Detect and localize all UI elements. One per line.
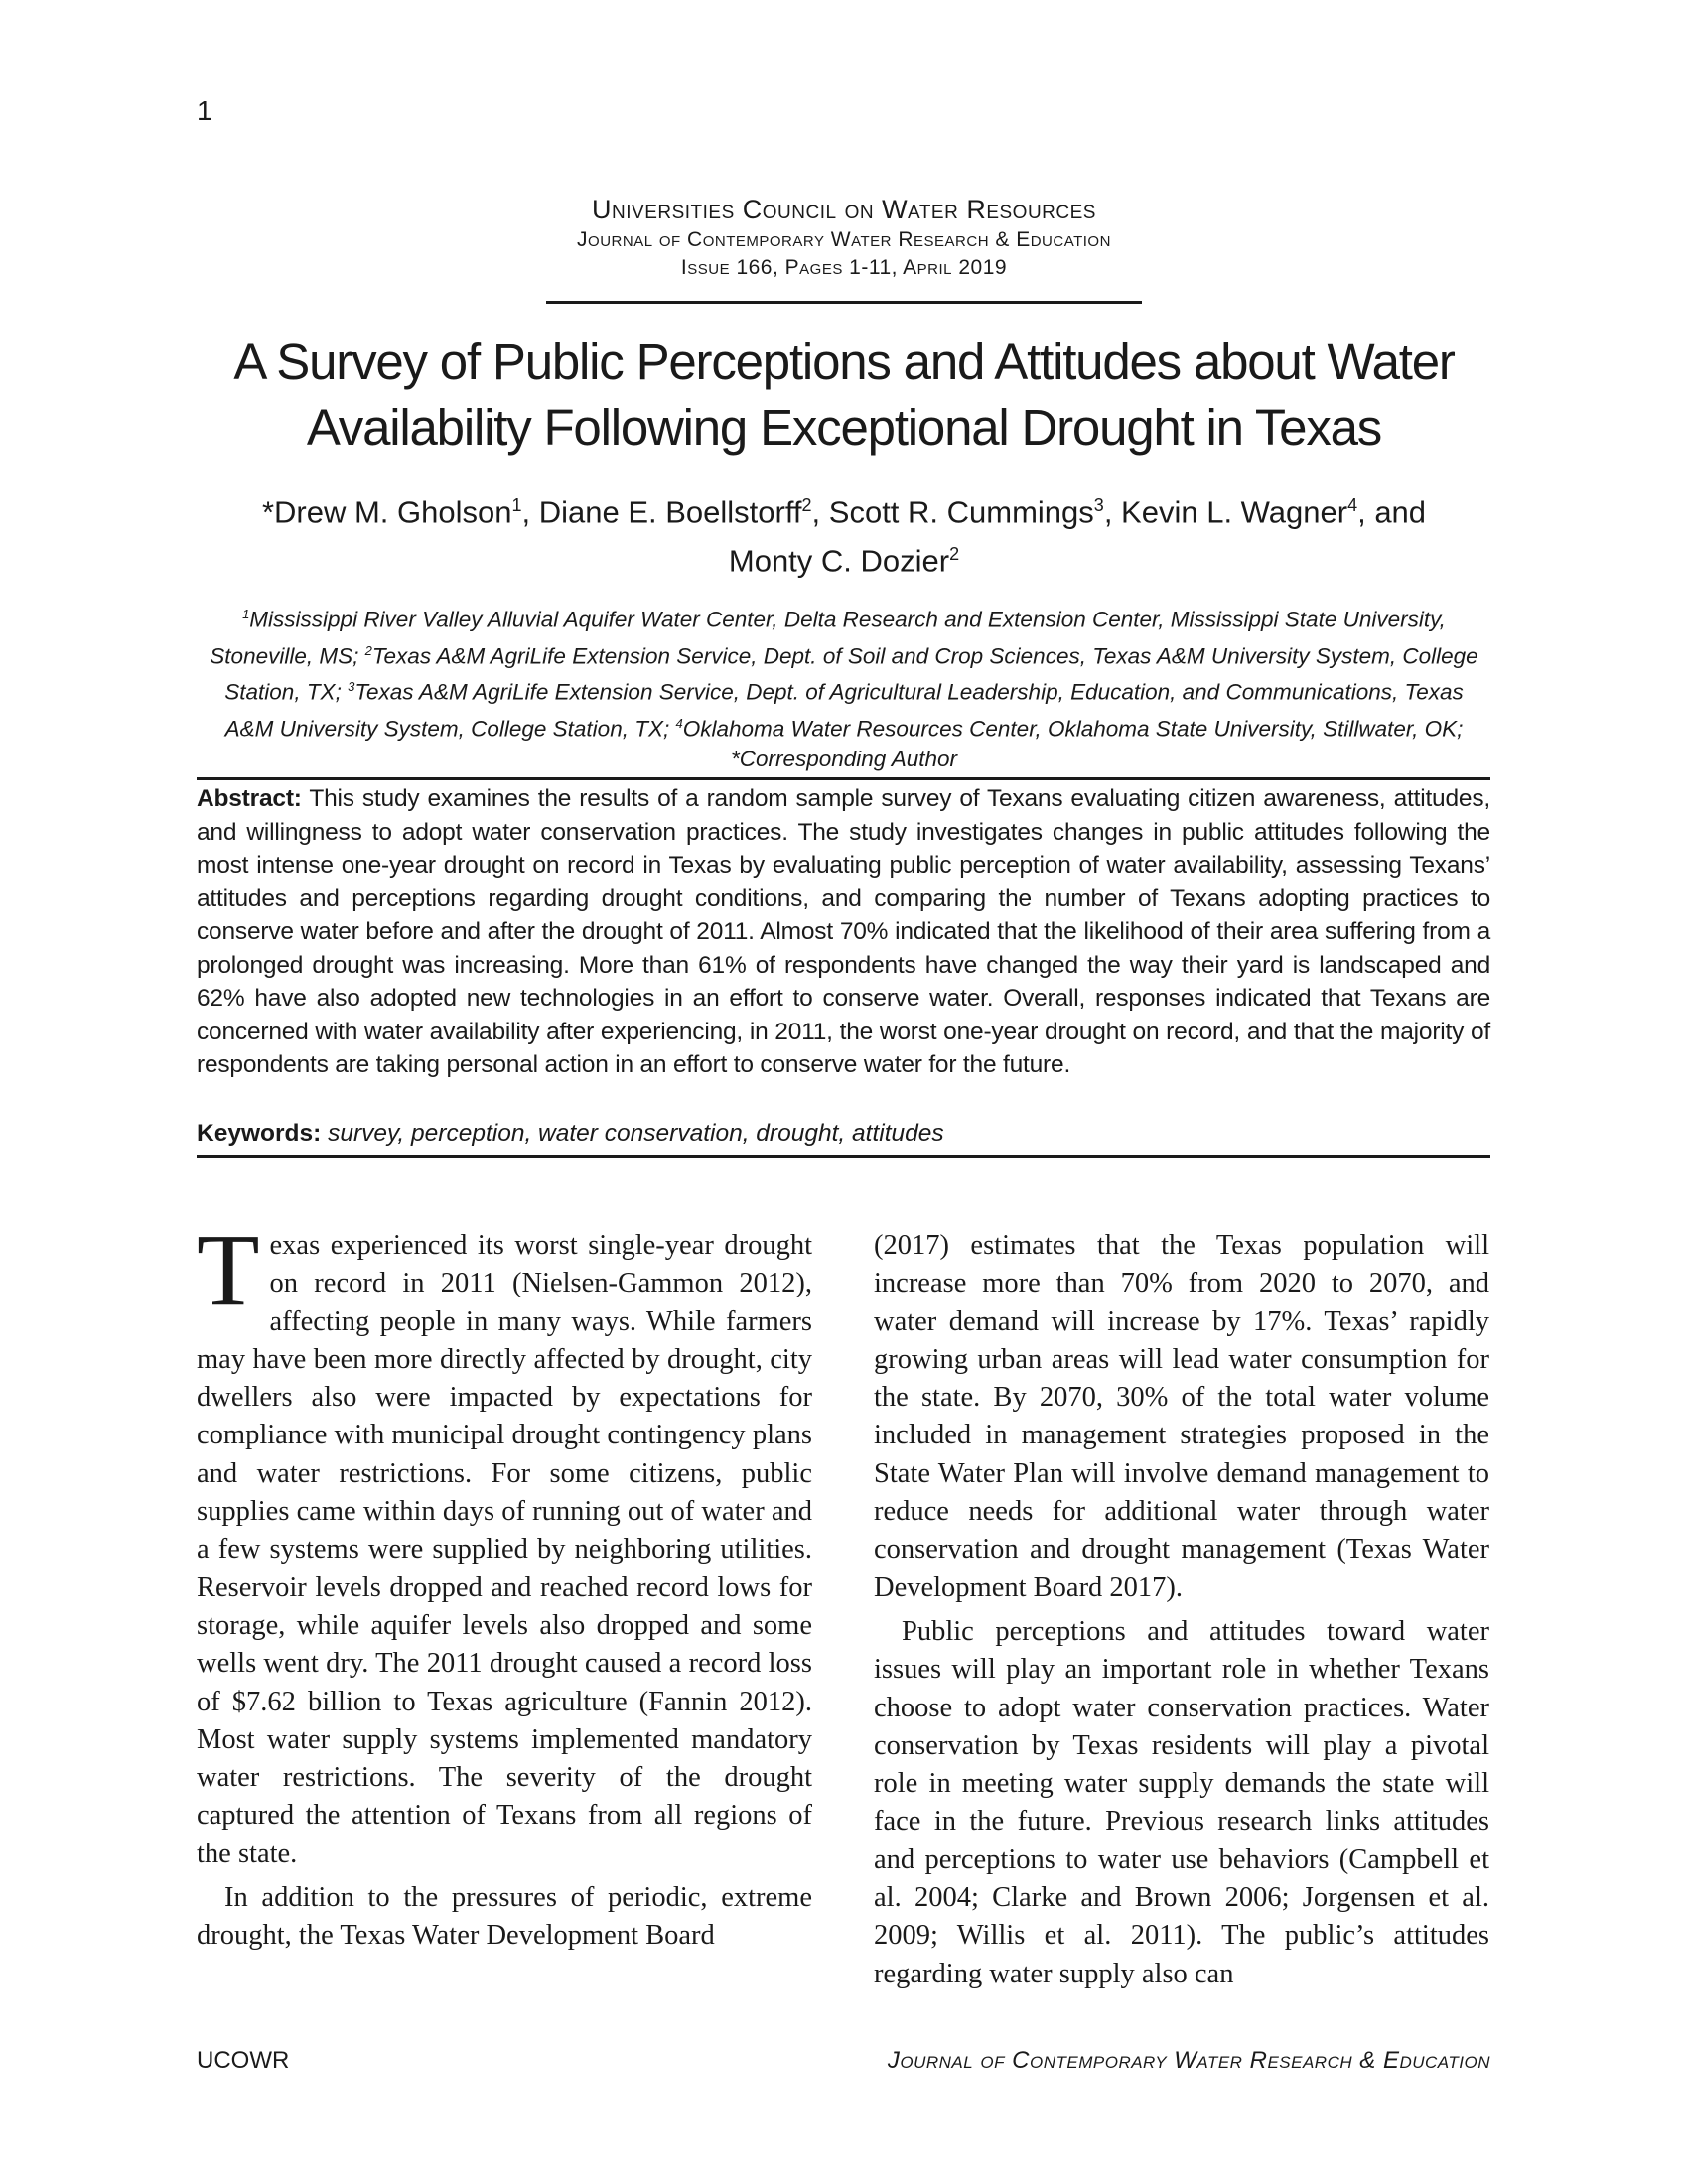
author-name: *Drew M. Gholson (261, 494, 512, 530)
affiliation-text: Oklahoma Water Resources Center, Oklahoma State University, Stillwater, OK; *Corresponding Author (682, 716, 1464, 771)
keywords (197, 1118, 1490, 1150)
author-affiliation-mark: 3 (1093, 495, 1104, 515)
keywords-text: survey, perception, water conservation, drought, attitudes (328, 1120, 944, 1147)
abstract-text: This study examines the results of a random sample survey of Texans evaluating citizen awareness, attitudes, and willingness to adopt water conservation practices. The study investigates changes in public attitudes following the most intense one-year drought on record in Texas by evaluating public perception of water availability, assessing Texans’ attitudes and perceptions regarding drought conditions, and comparing the number of Texans adopting practices to conserve water before and after the drought of 2011. Almost 70% indicated that the likelihood of their area suffering from a prolonged drought was increasing. More than 61% of respondents have changed the way their yard is landscaped and 62% have also adopted new technologies in an effort to conserve water. Overall, responses indicated that Texans are concerned with water availability after experiencing, in 2011, the worst one-year drought on record, and that the majority of respondents are taking personal action in an effort to conserve water for the future. (197, 785, 1490, 1078)
affiliation-mark: 3 (348, 679, 355, 694)
drop-cap: T (197, 1213, 260, 1327)
affiliation-mark: 4 (675, 715, 683, 731)
keywords-label: Keywords: (197, 1120, 322, 1147)
author-separator: , (521, 494, 539, 530)
body-paragraph: In addition to the pressures of periodic, extreme drought, the Texas Water Development Board (197, 1882, 812, 1952)
affiliation-mark: 1 (242, 607, 250, 621)
affiliation-text: Texas A&M AgriLife Extension Service, Dept. of Soil and Crop Sciences, Texas A&M University System, College Station, TX; (224, 643, 1478, 705)
affiliation-mark: 2 (364, 642, 372, 658)
paper-title: A Survey of Public Perceptions and Attitudes about Water Availability Following Exceptional Drought in Texas (233, 334, 1455, 456)
abstract-bottom-divider (197, 1155, 1490, 1158)
header-organization: Universities Council on Water Resources (592, 195, 1096, 224)
author-affiliation-mark: 2 (949, 544, 960, 565)
author-affiliation-mark: 4 (1347, 495, 1358, 515)
author-separator: , (811, 494, 829, 530)
abstract-label: Abstract: (197, 785, 302, 812)
author-separator: , and (1357, 494, 1427, 530)
affiliation-text: Texas A&M AgriLife Extension Service, Dept. of Agricultural Leadership, Education, and Communications, Texas A&M University System, College Station, TX; (224, 679, 1464, 741)
footer-left: UCOWR (197, 2047, 290, 2074)
author-list (169, 484, 1519, 583)
header-divider (546, 301, 1142, 304)
body-column-left (197, 1213, 812, 1956)
author-name: Scott R. Cummings (828, 494, 1094, 530)
body-paragraph: Public perceptions and attitudes toward water issues will play an important role in whether Texans choose to adopt water conservation practices. Water conservation by Texas residents will play a pivotal role in meeting water supply demands the state will face in the future. Previous research links attitudes and perceptions to water use behaviors (Campbell et al. 2004; Clarke and Brown 2006; Jorgensen et al. 2009; Willis et al. 2011). The public’s attitudes regarding water supply also can (874, 1615, 1489, 1989)
body-text: exas experienced its worst single-year drought on record in 2011 (Nielsen-Gammon 2012), affecting people in many ways. While farmers may have been more directly affected by drought, city dwellers also were impacted by expectations for compliance with municipal drought contingency plans and water restrictions. For some citizens, public supplies came within days of running out of water and a few systems were supplied by neighboring utilities. Reservoir levels dropped and reached record lows for storage, while aquifer levels also dropped and some wells went dry. The 2011 drought caused a record loss of $7.62 billion to Texas agriculture (Fannin 2012). Most water supply systems implemented mandatory water restrictions. The severity of the drought captured the attention of Texans from all regions of the state. (197, 1230, 812, 1869)
header-issue: Issue 166, Pages 1-11, April 2019 (680, 256, 1008, 279)
author-name: Diane E. Boellstorff (538, 494, 802, 530)
author-affiliation-mark: 1 (511, 495, 522, 515)
abstract (197, 782, 1490, 1082)
footer-right: Journal of Contemporary Water Research & Education (887, 2047, 1490, 2074)
abstract-top-divider (197, 777, 1490, 780)
body-paragraph: (2017) estimates that the Texas population will increase more than 70% from 2020 to 2070, and water demand will increase by 17%. Texas’ rapidly growing urban areas will lead water consumption for the state. By 2070, 30% of the total water volume included in management strategies proposed in the State Water Plan will involve demand management to reduce needs for additional water through water conservation and drought management (Texas Water Development Board 2017). (874, 1230, 1489, 1603)
affiliations (199, 599, 1489, 774)
author-separator: , (1103, 494, 1122, 530)
header-journal: Journal of Contemporary Water Research & Education (577, 228, 1111, 251)
author-name: Kevin L. Wagner (1121, 494, 1348, 530)
affiliation-text: Mississippi River Valley Alluvial Aquifer Water Center, Delta Research and Extension Center, Mississippi State University, Stoneville, MS; (210, 607, 1446, 668)
author-name: Monty C. Dozier (728, 543, 950, 579)
body-paragraph (197, 1213, 812, 1873)
body-column-right (874, 1227, 1489, 1993)
page-number: 1 (197, 95, 212, 126)
author-affiliation-mark: 2 (801, 495, 812, 515)
